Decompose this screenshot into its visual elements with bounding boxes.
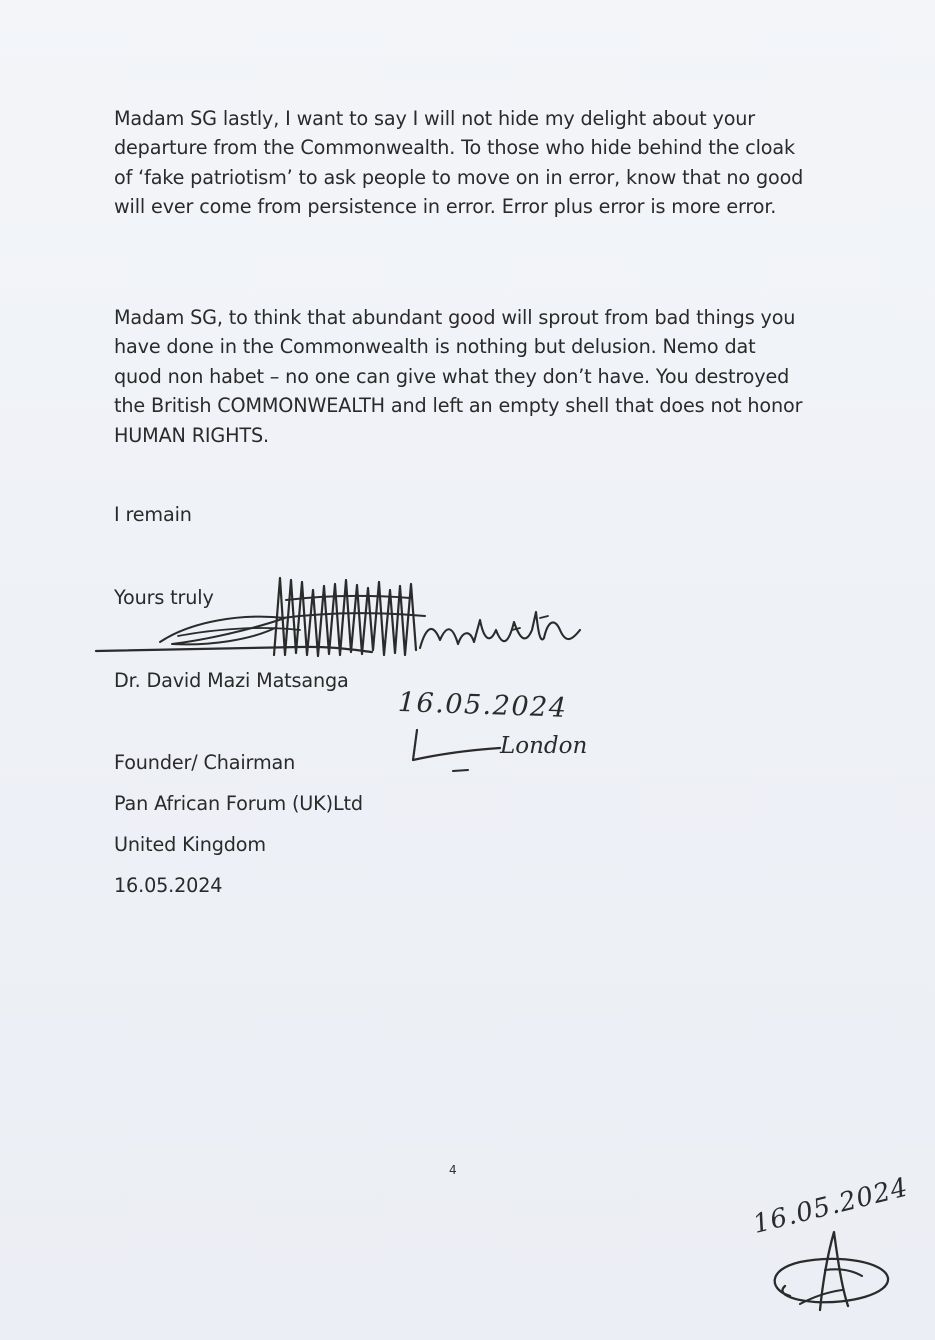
svg-text:London: London bbox=[500, 733, 588, 759]
corner-initials bbox=[775, 1232, 888, 1310]
letter-date: 16.05.2024 bbox=[114, 874, 223, 897]
closing-yours-truly: Yours truly bbox=[114, 586, 214, 609]
page-number: 4 bbox=[449, 1163, 457, 1177]
signature-main bbox=[96, 578, 580, 656]
country-name: United Kingdom bbox=[114, 833, 266, 856]
organization-name: Pan African Forum (UK)Ltd bbox=[114, 792, 363, 815]
signatory-title: Founder/ Chairman bbox=[114, 751, 296, 774]
corner-handwritten-date: 16.05.2024 bbox=[750, 1172, 912, 1240]
signatory-name: Dr. David Mazi Matsanga bbox=[114, 669, 349, 692]
handwritten-place bbox=[413, 730, 587, 771]
closing-remain: I remain bbox=[114, 503, 192, 526]
paragraph-departure: Madam SG lastly, I want to say I will not hide my delight about your departure from the Commonwealth. To those who hide behind the cloak of ‘fake patriotism’ to ask people to move on in error, know that no good will ever come from persistence in error. Error plus error is more error. bbox=[114, 107, 804, 219]
paragraph-delusion: Madam SG, to think that abundant good will sprout from bad things you have done in the Commonwealth is nothing but delusion. Nemo dat quod non habet – no one can give what they don’t have. You destroyed the British COMMONWEALTH and left an empty shell that does not honor HUMAN RIGHTS. bbox=[114, 306, 803, 447]
handwritten-date: 16.05.2024 bbox=[397, 686, 568, 724]
